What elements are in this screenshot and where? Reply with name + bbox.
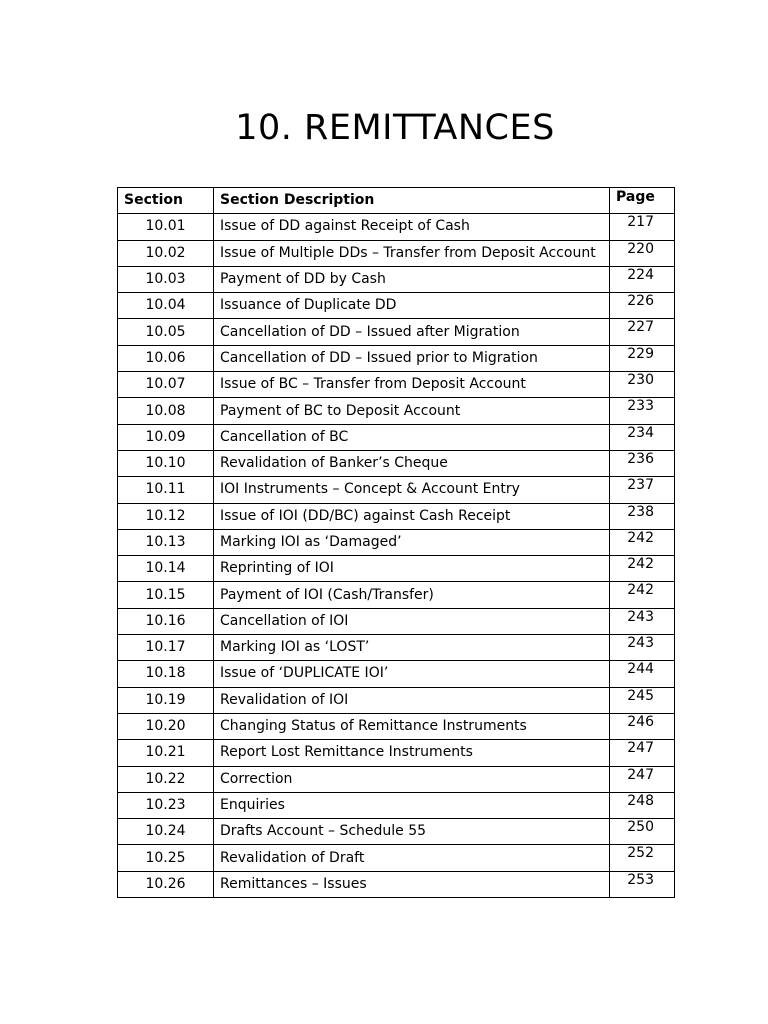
description-cell: Cancellation of DD – Issued after Migration	[214, 319, 610, 345]
section-cell: 10.22	[118, 766, 214, 792]
table-row	[118, 556, 675, 582]
description-cell: Issue of BC – Transfer from Deposit Account	[214, 372, 610, 398]
section-cell: 10.24	[118, 819, 214, 845]
description-cell: Issue of ‘DUPLICATE IOI’	[214, 661, 610, 687]
page-cell: 220	[610, 240, 675, 266]
description-cell: Issue of Multiple DDs – Transfer from Deposit Account	[214, 240, 610, 266]
table-row	[118, 319, 675, 345]
description-cell: Revalidation of Draft	[214, 845, 610, 871]
section-cell: 10.09	[118, 424, 214, 450]
description-cell: Payment of DD by Cash	[214, 266, 610, 292]
description-cell: Revalidation of IOI	[214, 687, 610, 713]
description-cell: Changing Status of Remittance Instruments	[214, 713, 610, 739]
section-column-header: Section	[118, 188, 214, 214]
description-cell: Payment of BC to Deposit Account	[214, 398, 610, 424]
table-row	[118, 424, 675, 450]
page-cell: 230	[610, 372, 675, 398]
description-cell: Marking IOI as ‘Damaged’	[214, 529, 610, 555]
table-row	[118, 398, 675, 424]
page-cell: 243	[610, 608, 675, 634]
section-cell: 10.13	[118, 529, 214, 555]
page-cell: 226	[610, 293, 675, 319]
contents-table	[117, 187, 675, 898]
description-cell: Issue of DD against Receipt of Cash	[214, 214, 610, 240]
table-row	[118, 661, 675, 687]
page-column-header: Page	[610, 188, 675, 214]
table-row	[118, 635, 675, 661]
table-row	[118, 503, 675, 529]
page-cell: 242	[610, 556, 675, 582]
page-cell: 244	[610, 661, 675, 687]
description-cell: Issuance of Duplicate DD	[214, 293, 610, 319]
table-row	[118, 214, 675, 240]
section-cell: 10.01	[118, 214, 214, 240]
table-row	[118, 608, 675, 634]
description-cell: Cancellation of BC	[214, 424, 610, 450]
table-row	[118, 450, 675, 476]
description-cell: Issue of IOI (DD/BC) against Cash Receipt	[214, 503, 610, 529]
page-cell: 237	[610, 477, 675, 503]
description-cell: Drafts Account – Schedule 55	[214, 819, 610, 845]
section-cell: 10.03	[118, 266, 214, 292]
table-row	[118, 766, 675, 792]
page-cell: 248	[610, 792, 675, 818]
page-cell: 224	[610, 266, 675, 292]
description-column-header: Section Description	[214, 188, 610, 214]
page-cell: 236	[610, 450, 675, 476]
table-row	[118, 266, 675, 292]
section-cell: 10.10	[118, 450, 214, 476]
section-cell: 10.17	[118, 635, 214, 661]
table-row	[118, 529, 675, 555]
page-title: 10. REMITTANCES	[235, 108, 555, 148]
section-cell: 10.18	[118, 661, 214, 687]
section-cell: 10.06	[118, 345, 214, 371]
page-cell: 246	[610, 713, 675, 739]
section-cell: 10.15	[118, 582, 214, 608]
page-cell: 234	[610, 424, 675, 450]
page-cell: 229	[610, 345, 675, 371]
section-cell: 10.11	[118, 477, 214, 503]
page-cell: 247	[610, 740, 675, 766]
section-cell: 10.08	[118, 398, 214, 424]
section-cell: 10.26	[118, 871, 214, 897]
table-row	[118, 477, 675, 503]
description-cell: Correction	[214, 766, 610, 792]
section-cell: 10.14	[118, 556, 214, 582]
description-cell: Reprinting of IOI	[214, 556, 610, 582]
section-cell: 10.16	[118, 608, 214, 634]
section-cell: 10.20	[118, 713, 214, 739]
section-cell: 10.12	[118, 503, 214, 529]
section-cell: 10.23	[118, 792, 214, 818]
page-cell: 233	[610, 398, 675, 424]
page-cell: 227	[610, 319, 675, 345]
description-cell: Cancellation of DD – Issued prior to Migration	[214, 345, 610, 371]
page-cell: 252	[610, 845, 675, 871]
table-row	[118, 792, 675, 818]
section-cell: 10.19	[118, 687, 214, 713]
description-cell: Payment of IOI (Cash/Transfer)	[214, 582, 610, 608]
table-row	[118, 293, 675, 319]
page-cell: 247	[610, 766, 675, 792]
table-header-row	[118, 188, 675, 214]
table-row	[118, 687, 675, 713]
description-cell: Enquiries	[214, 792, 610, 818]
page-cell: 238	[610, 503, 675, 529]
description-cell: Cancellation of IOI	[214, 608, 610, 634]
page-cell: 243	[610, 635, 675, 661]
table-row	[118, 372, 675, 398]
table-row	[118, 819, 675, 845]
section-cell: 10.04	[118, 293, 214, 319]
section-cell: 10.25	[118, 845, 214, 871]
page-cell: 253	[610, 871, 675, 897]
page-cell: 217	[610, 214, 675, 240]
page-cell: 245	[610, 687, 675, 713]
page-cell: 242	[610, 582, 675, 608]
description-cell: Revalidation of Banker’s Cheque	[214, 450, 610, 476]
description-cell: IOI Instruments – Concept & Account Entry	[214, 477, 610, 503]
description-cell: Report Lost Remittance Instruments	[214, 740, 610, 766]
section-cell: 10.05	[118, 319, 214, 345]
table-row	[118, 345, 675, 371]
page-cell: 242	[610, 529, 675, 555]
section-cell: 10.21	[118, 740, 214, 766]
description-cell: Marking IOI as ‘LOST’	[214, 635, 610, 661]
page-cell: 250	[610, 819, 675, 845]
table-row	[118, 845, 675, 871]
description-cell: Remittances – Issues	[214, 871, 610, 897]
section-cell: 10.07	[118, 372, 214, 398]
table-row	[118, 582, 675, 608]
table-row	[118, 871, 675, 897]
table-row	[118, 240, 675, 266]
table-row	[118, 713, 675, 739]
table-row	[118, 740, 675, 766]
section-cell: 10.02	[118, 240, 214, 266]
